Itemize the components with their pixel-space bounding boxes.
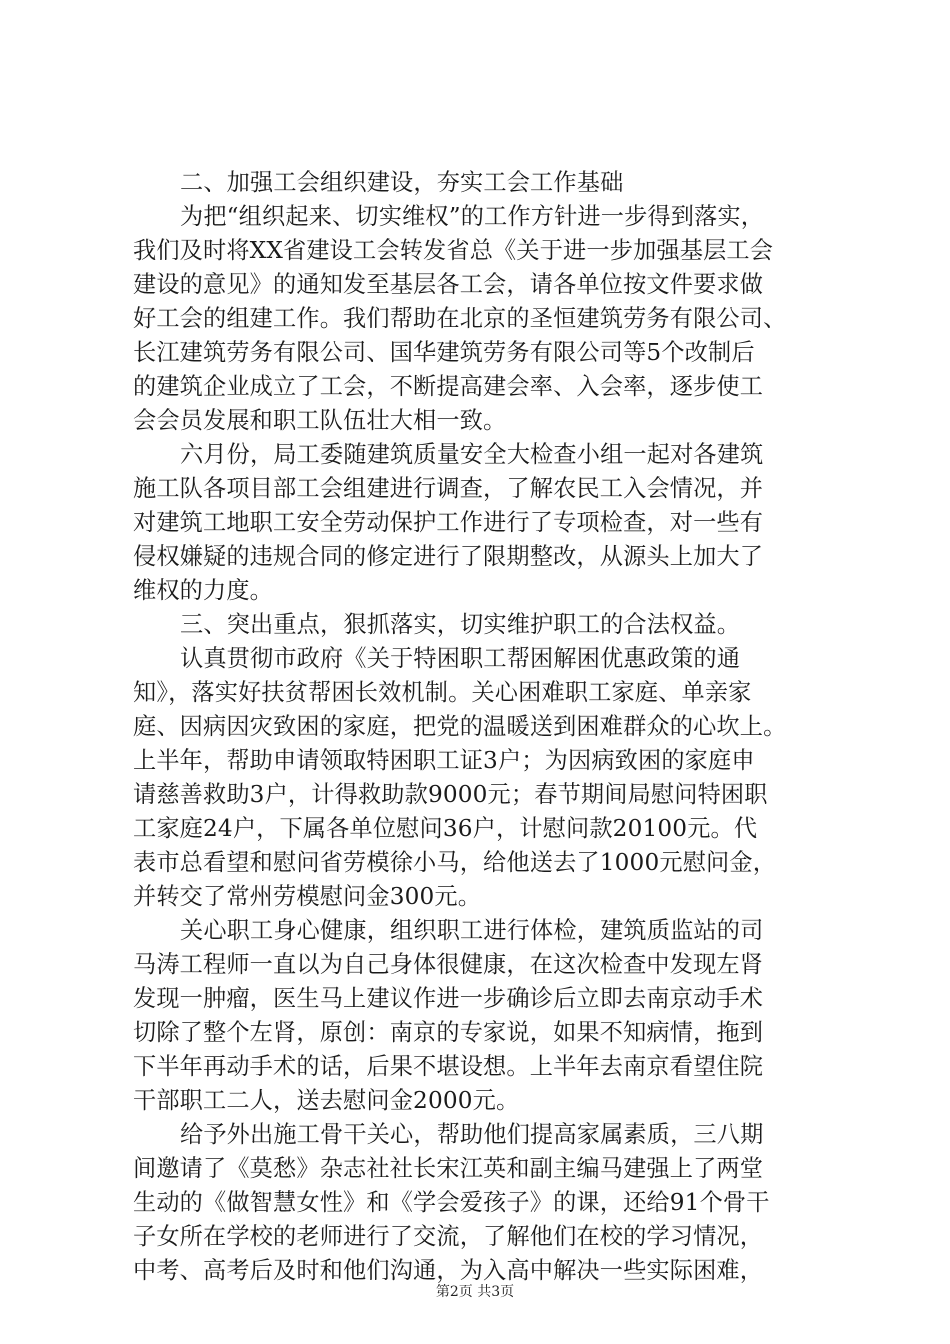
text-line: 干部职工二人，送去慰问金2000元。: [133, 1087, 520, 1114]
text-line: 庭、因病因灾致困的家庭，把党的温暖送到困难群众的心坎上。: [133, 713, 787, 740]
text-line: 长江建筑劳务有限公司、国华建筑劳务有限公司等5个改制后: [133, 339, 755, 366]
text-line: 间邀请了《莫愁》杂志社社长宋江英和副主编马建强上了两堂: [133, 1155, 764, 1182]
text-line: 会会员发展和职工队伍壮大相一致。: [133, 407, 507, 434]
page-footer: 第2页 共3页: [435, 1284, 515, 1300]
text-line: 给予外出施工骨干关心，帮助他们提高家属素质，三八期: [180, 1121, 764, 1148]
text-line: 知》，落实好扶贫帮困长效机制。关心困难职工家庭、单亲家: [133, 679, 752, 706]
text-line: 我们及时将XX省建设工会转发省总《关于进一步加强基层工会: [133, 237, 774, 264]
text-line: 马涛工程师一直以为自己身体很健康，在这次检查中发现左肾: [133, 951, 764, 978]
text-line: 施工队各项目部工会组建进行调查，了解农民工入会情况，并: [133, 475, 764, 502]
text-line: 表市总看望和慰问省劳模徐小马，给他送去了1000元慰问金，: [133, 849, 777, 876]
document-body: [133, 166, 851, 1288]
text-line: 为把“组织起来、切实维权”的工作方针进一步得到落实，: [180, 203, 765, 230]
text-line: 维权的力度。: [133, 577, 274, 604]
text-line: 下半年再动手术的话，后果不堪设想。上半年去南京看望住院: [133, 1053, 764, 1080]
text-line: 好工会的组建工作。我们帮助在北京的圣恒建筑劳务有限公司、: [133, 305, 787, 332]
text-line: 的建筑企业成立了工会，不断提高建会率、入会率，逐步使工: [133, 373, 764, 400]
text-line: 关心职工身心健康，组织职工进行体检，建筑质监站的司: [180, 917, 764, 944]
text-line: 建设的意见》的通知发至基层各工会，请各单位按文件要求做: [133, 271, 764, 298]
text-line: 上半年，帮助申请领取特困职工证3户；为因病致困的家庭申: [133, 747, 755, 774]
text-line: 工家庭24户，下属各单位慰问36户，计慰问款20100元。代: [133, 815, 758, 842]
text-line: 对建筑工地职工安全劳动保护工作进行了专项检查，对一些有: [133, 509, 764, 536]
text-line: 子女所在学校的老师进行了交流，了解他们在校的学习情况，: [133, 1223, 764, 1250]
text-line: 三、突出重点，狠抓落实，切实维护职工的合法权益。: [180, 611, 741, 638]
text-line: 请慈善救助3户，计得救助款9000元；春节期间局慰问特困职: [133, 781, 768, 808]
text-line: 切除了整个左肾，原创：南京的专家说，如果不知病情，拖到: [133, 1019, 764, 1046]
text-line: 六月份，局工委随建筑质量安全大检查小组一起对各建筑: [180, 441, 764, 468]
text-line: 生动的《做智慧女性》和《学会爱孩子》的课，还给91个骨干: [133, 1189, 770, 1216]
text-line: 发现一肿瘤，医生马上建议作进一步确诊后立即去南京动手术: [133, 985, 764, 1012]
text-line: 中考、高考后及时和他们沟通，为入高中解决一些实际困难，: [133, 1257, 764, 1284]
text-line: 并转交了常州劳模慰问金300元。: [133, 883, 482, 910]
text-line: 认真贯彻市政府《关于特困职工帮困解困优惠政策的通: [180, 645, 741, 672]
text-line: 二、加强工会组织建设，夯实工会工作基础: [180, 169, 624, 196]
text-line: 侵权嫌疑的违规合同的修定进行了限期整改，从源头上加大了: [133, 543, 764, 570]
